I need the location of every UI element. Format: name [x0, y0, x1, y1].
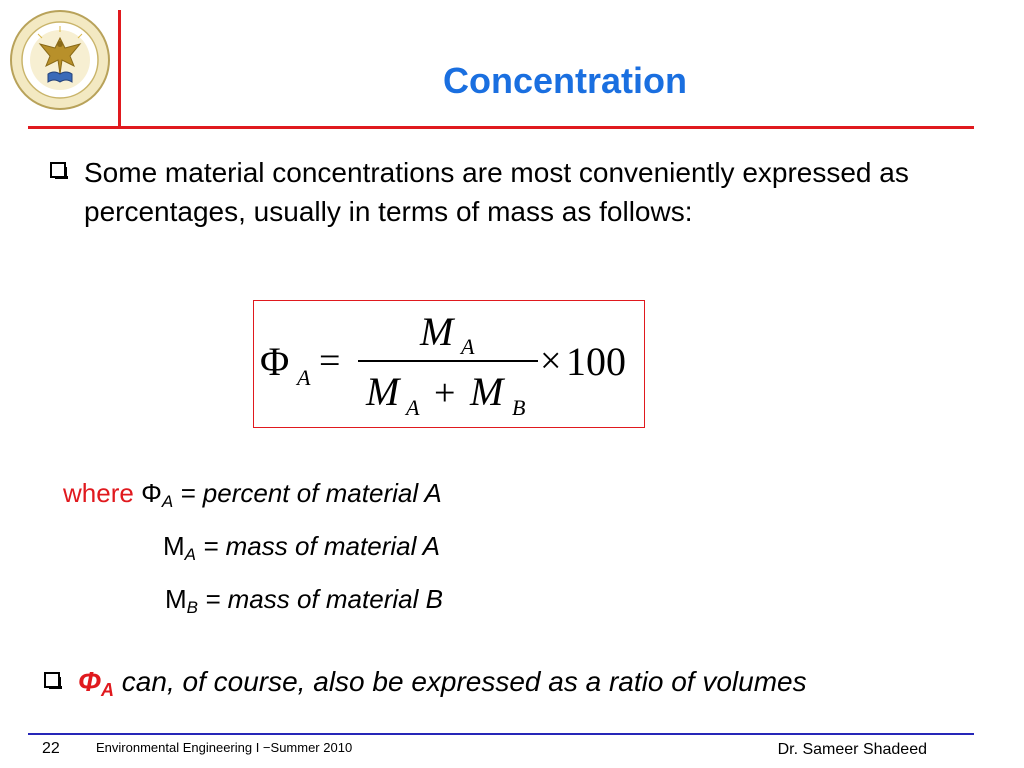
bullet-point-1 — [50, 153, 910, 231]
formula-phi-sub: A — [297, 365, 311, 390]
bullet-1-text: Some material concentrations are most conveniently expressed as percentages, usually in terms of mass as follows: — [84, 157, 909, 227]
formula-denominator-sub2: B — [512, 395, 526, 420]
checkbox-bullet-icon — [50, 162, 66, 178]
bullet-2-phi-sub: A — [101, 680, 115, 700]
formula-plus: + — [434, 372, 456, 414]
footer-divider — [28, 733, 974, 735]
definition-ma-text: = mass of material A — [196, 531, 440, 561]
definition-ma — [163, 531, 440, 562]
formula-denominator-var2: M — [470, 369, 504, 414]
formula-numerator-var: M — [420, 309, 454, 354]
formula-denominator-var1: M — [366, 369, 400, 414]
bullet-2-line — [44, 662, 964, 701]
footer-author: Dr. Sameer Shadeed — [777, 741, 927, 758]
definition-phi-text: = percent of material A — [173, 478, 442, 508]
definition-mb-sub: B — [186, 598, 199, 617]
slide-title: Concentration — [442, 60, 687, 101]
title-vertical-divider — [118, 10, 121, 128]
definition-ma-sub: A — [184, 545, 197, 564]
formula-denominator-sub1: A — [406, 395, 420, 420]
formula-numerator-sub: A — [461, 334, 475, 359]
title-horizontal-divider — [28, 126, 974, 129]
bullet-2-text: can, of course, also be expressed as a ratio of volumes — [114, 666, 807, 697]
definition-ma-symbol: M — [163, 531, 185, 561]
bullet-point-2 — [44, 662, 964, 701]
definition-mb — [165, 584, 443, 615]
formula-times: × — [540, 340, 562, 382]
definition-mb-text: = mass of material B — [198, 584, 443, 614]
footer-course: Environmental Engineering I −Summer 2010 — [96, 740, 353, 755]
definition-mb-symbol: M — [165, 584, 187, 614]
bullet-2-phi: Φ — [78, 666, 102, 697]
definition-phi — [63, 478, 442, 509]
percent-formula — [254, 301, 646, 429]
university-seal-logo — [8, 8, 112, 112]
checkbox-bullet-icon — [44, 672, 60, 688]
formula-phi: Φ — [260, 339, 290, 384]
formula-factor: 100 — [566, 339, 626, 384]
formula-box — [253, 300, 645, 428]
definition-phi-symbol: Φ — [141, 478, 162, 508]
where-label: where — [63, 478, 134, 508]
page-number: 22 — [42, 740, 60, 757]
definition-phi-sub: A — [161, 492, 174, 511]
formula-equals: = — [319, 340, 341, 382]
